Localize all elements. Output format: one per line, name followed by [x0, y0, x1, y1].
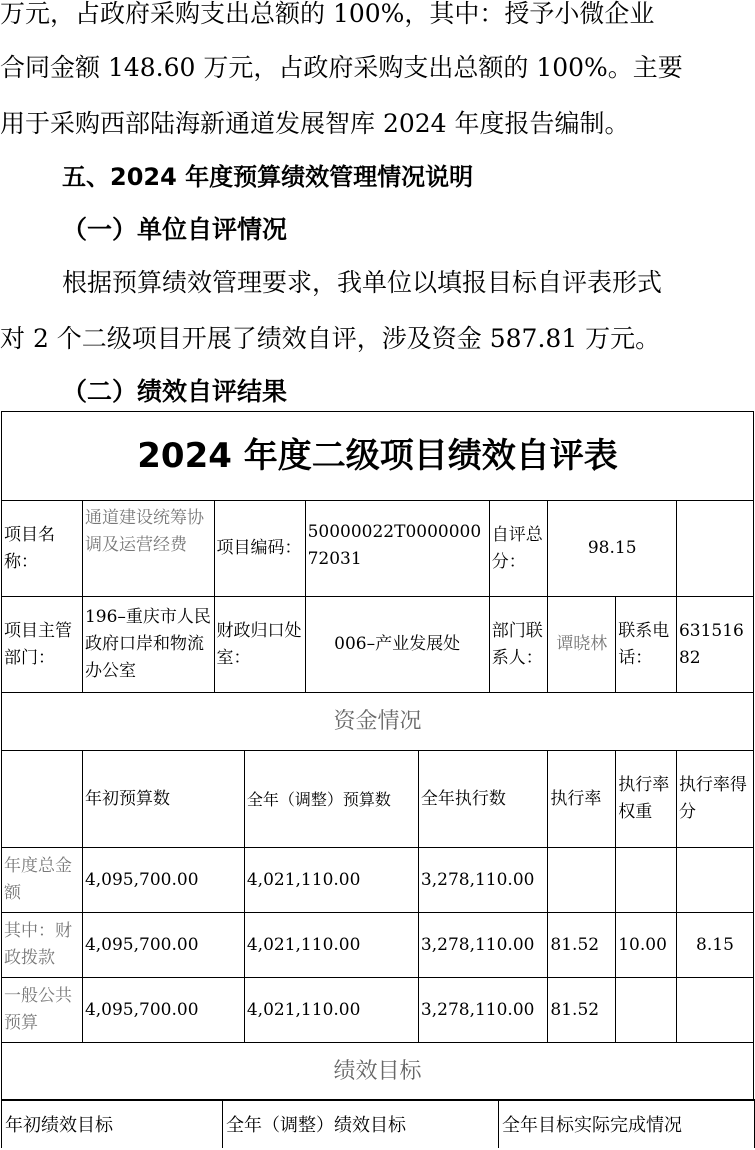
- funds-section-header: 资金情况: [2, 693, 754, 751]
- goal-header-initial: 年初绩效目标: [2, 1100, 223, 1149]
- paragraph-line-3: 用于采购西部陆海新通道发展智库 2024 年度报告编制。: [0, 109, 630, 138]
- score-value: 98.15: [548, 501, 677, 597]
- cell-rate: 81.52: [548, 913, 616, 978]
- row-label: 其中：财政拨款: [2, 913, 83, 978]
- paragraph-line-2: 合同金额 148.60 万元，占政府采购支出总额的 100%。主要: [0, 53, 683, 82]
- paragraph-line-1: 万元，占政府采购支出总额的 100%，其中：授予小微企业: [0, 0, 655, 28]
- row-label: 一般公共预算: [2, 978, 83, 1043]
- fin-office-label: 财政归口处室：: [214, 597, 305, 693]
- contact-value: 谭晓林: [548, 597, 616, 693]
- cell-rate: [548, 848, 616, 913]
- score-blank: [676, 501, 753, 597]
- score-label: 自评总分：: [489, 501, 548, 597]
- row-label: 年度总金额: [2, 848, 83, 913]
- project-name-value: 通道建设统筹协调及运营经费: [82, 501, 214, 597]
- subheading-self-evaluation: （一）单位自评情况: [62, 215, 288, 244]
- paragraph-line-4: 根据预算绩效管理要求，我单位以填报目标自评表形式: [62, 268, 663, 297]
- cell-adjusted: 4,021,110.00: [244, 978, 418, 1043]
- table-row: [2, 913, 754, 978]
- cell-score: [676, 848, 753, 913]
- header-rate-score: 执行率得分: [676, 751, 753, 848]
- performance-section-header: 绩效目标: [2, 1043, 754, 1101]
- cell-score: 8.15: [676, 913, 753, 978]
- dept-label: 项目主管部门：: [2, 597, 83, 693]
- table-title: 2024 年度二级项目绩效自评表: [2, 412, 754, 501]
- cell-weight: 10.00: [616, 913, 677, 978]
- header-adjusted-budget: 全年（调整）预算数: [244, 751, 418, 848]
- cell-initial: 4,095,700.00: [82, 913, 244, 978]
- evaluation-table: [1, 411, 754, 1101]
- phone-label: 联系电话：: [616, 597, 677, 693]
- cell-weight: [616, 848, 677, 913]
- paragraph-line-5: 对 2 个二级项目开展了绩效自评，涉及资金 587.81 万元。: [0, 324, 661, 353]
- cell-adjusted: 4,021,110.00: [244, 913, 418, 978]
- project-name-label: 项目名称：: [2, 501, 83, 597]
- header-rate-weight: 执行率权重: [616, 751, 677, 848]
- header-empty: [2, 751, 83, 848]
- cell-executed: 3,278,110.00: [418, 913, 548, 978]
- cell-adjusted: 4,021,110.00: [244, 848, 418, 913]
- goals-header-table: [1, 1099, 755, 1148]
- project-code-label: 项目编码：: [214, 501, 305, 597]
- section-heading-5: 五、2024 年度预算绩效管理情况说明: [62, 163, 474, 191]
- header-execution-rate: 执行率: [548, 751, 616, 848]
- header-initial-budget: 年初预算数: [82, 751, 244, 848]
- cell-weight: [616, 978, 677, 1043]
- cell-initial: 4,095,700.00: [82, 978, 244, 1043]
- table-row: [2, 978, 754, 1043]
- header-executed: 全年执行数: [418, 751, 548, 848]
- goal-header-actual: 全年目标实际完成情况: [499, 1100, 755, 1149]
- cell-score: [676, 978, 753, 1043]
- phone-value: 63151682: [676, 597, 753, 693]
- fin-office-value: 006–产业发展处: [305, 597, 489, 693]
- table-row: [2, 848, 754, 913]
- goal-header-adjusted: 全年（调整）绩效目标: [223, 1100, 499, 1149]
- dept-value: 196–重庆市人民政府口岸和物流办公室: [82, 597, 214, 693]
- contact-label: 部门联系人：: [489, 597, 548, 693]
- cell-executed: 3,278,110.00: [418, 978, 548, 1043]
- cell-rate: 81.52: [548, 978, 616, 1043]
- cell-executed: 3,278,110.00: [418, 848, 548, 913]
- subheading-results: （二）绩效自评结果: [62, 377, 288, 406]
- project-code-value: 50000022T000000072031: [305, 501, 489, 597]
- cell-initial: 4,095,700.00: [82, 848, 244, 913]
